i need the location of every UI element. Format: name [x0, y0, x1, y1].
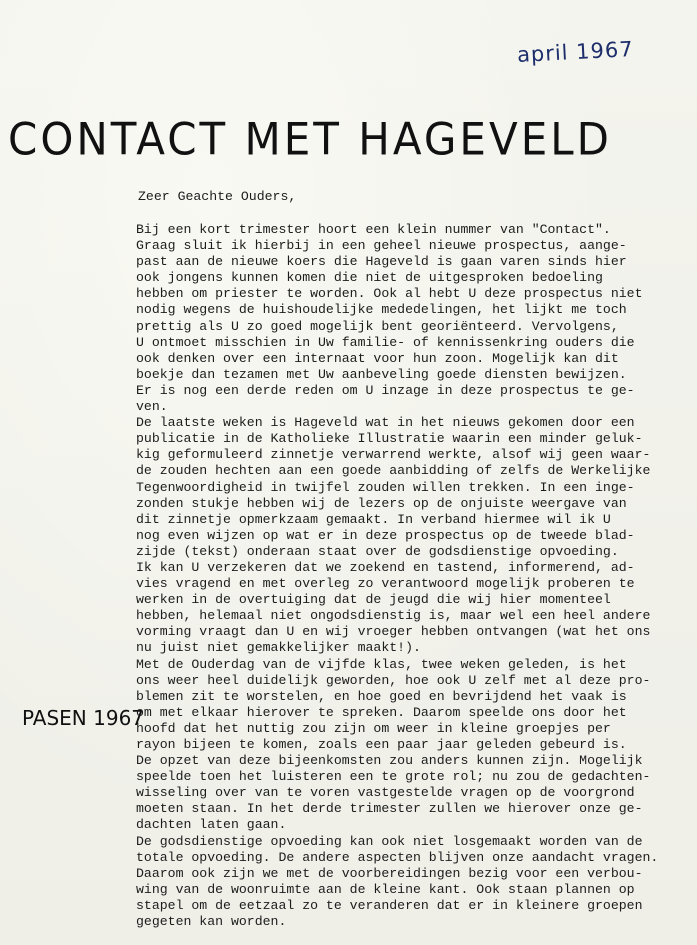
handwritten-side-note: PASEN 1967 [22, 706, 145, 730]
letter-line: Graag sluit ik hierbij in een geheel nieuwe prospectus, aange- [136, 238, 627, 254]
letter-line: Bij een kort trimester hoort een klein nummer van "Contact". [136, 222, 611, 237]
letter-line: speelde toen het luisteren een te grote rol; nu zou de gedachten- [136, 769, 651, 785]
letter-body [136, 222, 691, 930]
letter-line: wisseling over van te voren vastgestelde vragen op de voorgrond [136, 785, 635, 801]
letter-line: Daarom ook zijn we met de voorbereidingen bezig voor een verbou- [136, 865, 643, 881]
letter-line: Tegenwoordigheid in twijfel zouden willen trekken. In een inge- [136, 479, 635, 495]
letter-line: blemen zit te worstelen, en hoe goed en bevrijdend het vaak is [136, 688, 627, 704]
letter-line: hebben om priester te worden. Ook al hebt U deze prospectus niet [136, 286, 643, 302]
letter-line: wing van de woonruimte aan de kleine kant. Ook staan plannen op [136, 881, 635, 897]
letter-line: zonden stukje hebben wij de lezers op de onjuiste weergave van [136, 495, 627, 511]
letter-line: dachten laten gaan. [136, 817, 287, 833]
letter-line: nu juist niet gemakkelijker maakt!). [136, 640, 421, 656]
handwritten-date-note: april 1967 [516, 36, 635, 68]
letter-line: ook jongens kunnen komen die niet de uitgesproken bedoeling [136, 270, 603, 286]
letter-line: om met elkaar hierover te spreken. Daarom speelde ons door het [136, 704, 627, 720]
letter-line: De opzet van deze bijeenkomsten zou anders kunnen zijn. Mogelijk [136, 753, 643, 769]
letter-line: ven. [136, 399, 168, 415]
letter-line: hebben, helemaal niet ongodsdienstig is, maar wel een heel andere [136, 608, 651, 624]
letter-line: Er is nog een derde reden om U inzage in deze prospectus te ge- [136, 382, 635, 398]
letter-line: past aan de nieuwe koers die Hageveld is gaan varen sinds hier [136, 254, 627, 270]
letter-line: gegeten kan worden. [136, 914, 287, 930]
letter-line: nog even wijzen op wat er in deze prospectus op de tweede blad- [136, 527, 635, 543]
letter-line: U ontmoet misschien in Uw familie- of kennissenkring ouders die [136, 334, 635, 350]
letter-line: De godsdienstige opvoeding kan ook niet losgemaakt worden van de [136, 833, 643, 849]
letter-line: Met de Ouderdag van de vijfde klas, twee weken geleden, is het [136, 656, 627, 672]
letter-line: Ik kan U verzekeren dat we zoekend en tastend, informerend, ad- [136, 559, 635, 575]
letter-line: werken in de overtuiging dat de jeugd die wij hier momenteel [136, 592, 611, 608]
letter-line: vies vragend en met overleg zo verantwoord mogelijk proberen te [136, 576, 635, 592]
letter-line: stapel om de eetzaal zo te veranderen dat er in kleinere groepen [136, 897, 643, 913]
letter-line: boekje dan tezamen met Uw aanbeveling goede diensten bewijzen. [136, 366, 627, 382]
letter-line: hoofd dat het nuttig zou zijn om weer in kleine groepjes per [136, 720, 611, 736]
letter-line: De laatste weken is Hageveld wat in het nieuws gekomen door een [136, 415, 635, 431]
letter-line: nodig wegens de huishoudelijke mededelingen, het lijkt me toch [136, 302, 627, 318]
letter-line: rayon bijeen te komen, zoals een paar jaar geleden gebeurd is. [136, 737, 627, 752]
letter-line: zijde (tekst) onderaan staat over de godsdienstige opvoeding. [136, 543, 619, 559]
letter-line: totale opvoeding. De andere aspecten blijven onze aandacht vragen. [136, 849, 659, 865]
letter-line: prettig als U zo goed mogelijk bent georiënteerd. Vervolgens, [136, 318, 619, 334]
letter-line: ons weer heel duidelijk geworden, hoe ook U zelf met al deze pro- [136, 672, 651, 688]
letter-line: kig geformuleerd zinnetje verwarrend werkte, alsof wij geen waar- [136, 447, 651, 463]
letter-line: publicatie in de Katholieke Illustratie waarin een minder geluk- [136, 431, 643, 447]
letter-line: vorming vraagt dan U en wij vroeger hebben ontvangen (wat het ons [136, 624, 651, 640]
letter-line: moeten staan. In het derde trimester zullen we hierover onze ge- [136, 801, 643, 817]
letter-line: de zouden hechten aan een goede aanbidding of zelfs de Werkelijke [136, 463, 651, 479]
newsletter-title: CONTACT MET HAGEVELD [8, 113, 612, 166]
letter-line: dit zinnetje opmerkzaam gemaakt. In verband hiermee wil ik U [136, 511, 611, 527]
letter-salutation: Zeer Geachte Ouders, [138, 189, 297, 204]
letter-line: ook denken over een internaat voor hun zoon. Mogelijk kan dit [136, 350, 619, 366]
